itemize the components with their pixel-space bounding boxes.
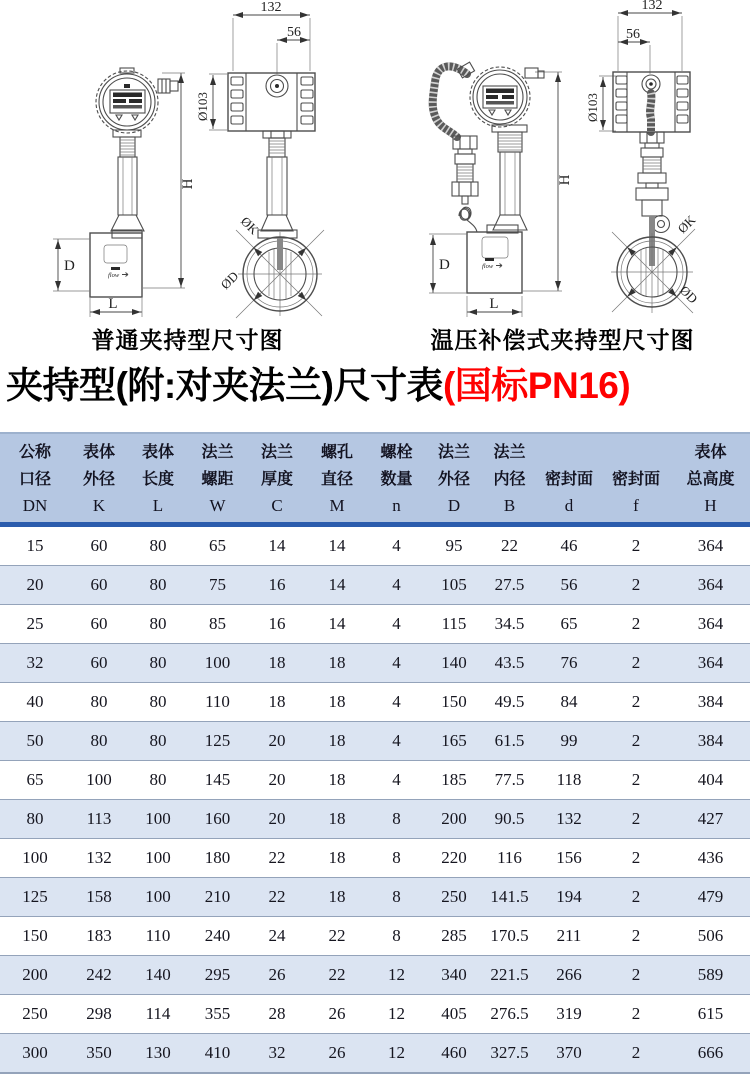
table-row xyxy=(0,683,750,722)
front-view-meter xyxy=(53,68,196,317)
column-header-line: K xyxy=(92,496,106,515)
table-cell: 2 xyxy=(631,536,641,555)
table-row xyxy=(0,761,750,800)
table-cell: 160 xyxy=(188,800,247,839)
column-header xyxy=(307,433,367,525)
table-cell: 100 xyxy=(128,878,188,917)
dim-label-132: 132 xyxy=(260,0,282,15)
column-header xyxy=(671,433,750,525)
table-cell: 125 xyxy=(0,878,70,917)
table-cell: 46 xyxy=(560,536,578,555)
column-header xyxy=(367,433,426,525)
table-cell: 22 xyxy=(247,878,307,917)
table-row xyxy=(0,878,750,917)
table-cell: 50 xyxy=(0,722,70,761)
table-cell: 56 xyxy=(537,566,601,605)
table-cell: 4 xyxy=(367,722,426,761)
table-cell: 165 xyxy=(426,722,482,761)
table-cell: 2 xyxy=(601,605,671,644)
column-header xyxy=(426,433,482,525)
table-cell: 18 xyxy=(307,722,367,761)
table-cell: 14 xyxy=(328,536,346,555)
table-cell: 18 xyxy=(307,644,367,683)
stem-side xyxy=(258,131,297,238)
meter-body xyxy=(90,233,142,297)
dim-label-dia103: Ø103 xyxy=(195,92,210,121)
table-cell: 2 xyxy=(601,839,671,878)
dim-label-flange-D: ØD xyxy=(217,268,242,293)
table-cell: 350 xyxy=(70,1034,128,1074)
column-header xyxy=(482,433,537,525)
table-cell: 185 xyxy=(426,761,482,800)
table-cell: 2 xyxy=(601,800,671,839)
dim-label-dia103: Ø103 xyxy=(585,93,600,122)
column-header-line xyxy=(537,439,601,466)
table-cell: 14 xyxy=(307,566,367,605)
column-header xyxy=(188,433,247,525)
dim-label-L: L xyxy=(108,296,118,312)
table-cell: 8 xyxy=(367,839,426,878)
table-cell: 200 xyxy=(0,956,70,995)
meter-body xyxy=(467,232,522,293)
table-cell: 84 xyxy=(537,683,601,722)
table-cell: 76 xyxy=(537,644,601,683)
table-cell: 32 xyxy=(0,644,70,683)
table-cell: 100 xyxy=(128,839,188,878)
table-body xyxy=(0,525,750,1074)
table-cell: 210 xyxy=(188,878,247,917)
column-header-line: d xyxy=(564,496,574,515)
flow-label: flow xyxy=(108,272,120,279)
table-cell: 2 xyxy=(601,644,671,683)
table-cell: 156 xyxy=(537,839,601,878)
table-cell: 100 xyxy=(188,644,247,683)
table-cell: 75 xyxy=(188,566,247,605)
column-header-line: C xyxy=(271,496,283,515)
transmitter-head xyxy=(96,68,178,133)
dim-label-D: D xyxy=(64,258,75,274)
table-row xyxy=(0,956,750,995)
table-cell: 18 xyxy=(247,644,307,683)
column-header-line: 法兰 xyxy=(493,444,526,461)
table-cell: 14 xyxy=(307,605,367,644)
column-header-line: B xyxy=(503,496,516,515)
table-cell: 34.5 xyxy=(482,605,537,644)
table-cell: 220 xyxy=(426,839,482,878)
table-cell: 340 xyxy=(426,956,482,995)
table-cell: 80 xyxy=(0,800,70,839)
column-header-line: 法兰 xyxy=(437,444,470,461)
table-cell: 276.5 xyxy=(482,995,537,1034)
dim-label-flange-D: ØD xyxy=(676,282,701,307)
column-header-line: L xyxy=(152,496,164,515)
table-cell: 18 xyxy=(307,761,367,800)
table-cell: 4 xyxy=(367,566,426,605)
table-cell: 183 xyxy=(70,917,128,956)
table-cell: 25 xyxy=(0,605,70,644)
table-cell: 80 xyxy=(128,722,188,761)
wafer-flange-view xyxy=(611,212,701,313)
table-cell: 24 xyxy=(247,917,307,956)
table-cell: 28 xyxy=(247,995,307,1034)
table-cell: 100 xyxy=(128,800,188,839)
table-cell: 43.5 xyxy=(482,644,537,683)
table-cell: 589 xyxy=(671,956,750,995)
dim-label-D: D xyxy=(439,257,450,273)
table-cell: 364 xyxy=(671,566,750,605)
table-cell: 240 xyxy=(188,917,247,956)
dim-label-L: L xyxy=(489,296,499,312)
table-row xyxy=(0,566,750,605)
table-cell: 2 xyxy=(601,878,671,917)
table-cell: 298 xyxy=(70,995,128,1034)
side-view-meter xyxy=(585,0,701,313)
table-cell: 20 xyxy=(0,566,70,605)
table-cell: 40 xyxy=(0,683,70,722)
meter-stem xyxy=(487,125,527,233)
table-cell: 118 xyxy=(537,761,601,800)
table-cell: 18 xyxy=(247,683,307,722)
table-cell: 364 xyxy=(697,536,724,555)
capillary-coil xyxy=(459,207,477,232)
fitting-stack xyxy=(452,136,478,204)
table-cell: 140 xyxy=(426,644,482,683)
table-row xyxy=(0,917,750,956)
table-cell: 2 xyxy=(601,683,671,722)
table-cell: 60 xyxy=(90,536,108,555)
table-cell: 80 xyxy=(149,536,167,555)
table-cell: 158 xyxy=(70,878,128,917)
dim-label-H: H xyxy=(557,174,573,186)
table-cell: 295 xyxy=(188,956,247,995)
table-cell: 18 xyxy=(307,839,367,878)
table-cell: 16 xyxy=(247,605,307,644)
table-row xyxy=(0,995,750,1034)
table-cell: 12 xyxy=(367,995,426,1034)
table-row xyxy=(0,839,750,878)
table-cell: 319 xyxy=(537,995,601,1034)
table-cell: 2 xyxy=(601,995,671,1034)
conduit-assembly-side xyxy=(636,93,670,266)
column-header-line: 表体 xyxy=(82,444,115,461)
title-standard-highlight: (国标PN16) xyxy=(442,365,631,406)
table-cell: 506 xyxy=(671,917,750,956)
column-header-line: 螺栓 xyxy=(380,444,413,461)
table-cell: 12 xyxy=(367,1034,426,1074)
caption-ordinary-clamp: 普通夹持型尺寸图 xyxy=(91,327,284,353)
table-cell: 200 xyxy=(426,800,482,839)
table-cell: 8 xyxy=(367,917,426,956)
table-cell: 65 xyxy=(0,761,70,800)
table-cell: 427 xyxy=(671,800,750,839)
column-header-line: 密封面 xyxy=(544,471,593,488)
table-cell: 85 xyxy=(188,605,247,644)
side-view-meter xyxy=(195,0,324,318)
column-header-line: 口径 xyxy=(18,471,51,488)
table-cell: 125 xyxy=(188,722,247,761)
column-header-line: 外径 xyxy=(437,471,470,488)
front-view-meter xyxy=(429,62,573,317)
table-cell: 20 xyxy=(247,761,307,800)
table-cell: 15 xyxy=(26,536,44,555)
table-cell: 4 xyxy=(367,683,426,722)
column-header-line: n xyxy=(392,496,401,515)
table-cell: 8 xyxy=(367,878,426,917)
table-cell: 2 xyxy=(601,956,671,995)
caption-compensated-clamp: 温压补偿式夹持型尺寸图 xyxy=(430,327,695,353)
column-header-line xyxy=(601,439,671,466)
head-housing-side xyxy=(228,73,315,138)
table-row xyxy=(0,525,750,566)
table-cell: 49.5 xyxy=(482,683,537,722)
table-cell: 4 xyxy=(392,536,401,555)
column-header-line: 直径 xyxy=(320,471,353,488)
table-cell: 211 xyxy=(537,917,601,956)
dim-label-flange-K: ØK xyxy=(674,212,699,237)
dim-label-H: H xyxy=(180,178,196,190)
table-cell: 410 xyxy=(188,1034,247,1074)
table-cell: 20 xyxy=(247,800,307,839)
table-cell: 26 xyxy=(307,1034,367,1074)
table-cell: 2 xyxy=(601,566,671,605)
column-header-line: 表体 xyxy=(694,444,727,461)
flow-label: flow xyxy=(482,263,494,270)
table-cell: 115 xyxy=(426,605,482,644)
dimension-table xyxy=(0,432,750,1074)
table-cell: 2 xyxy=(601,917,671,956)
column-header-line: 总高度 xyxy=(686,471,735,488)
table-cell: 99 xyxy=(537,722,601,761)
column-header xyxy=(247,433,307,525)
table-cell: 8 xyxy=(367,800,426,839)
column-header-line: f xyxy=(633,496,639,515)
table-cell: 22 xyxy=(307,956,367,995)
table-cell: 666 xyxy=(671,1034,750,1074)
table-cell: 18 xyxy=(307,683,367,722)
table-cell: 364 xyxy=(671,644,750,683)
table-cell: 405 xyxy=(426,995,482,1034)
table-cell: 60 xyxy=(70,605,128,644)
table-cell: 479 xyxy=(671,878,750,917)
table-cell: 100 xyxy=(70,761,128,800)
table-cell: 4 xyxy=(367,761,426,800)
dim-label-flange-K: ØK xyxy=(237,213,262,238)
table-cell: 22 xyxy=(307,917,367,956)
table-cell: 77.5 xyxy=(482,761,537,800)
column-header-line: DN xyxy=(22,496,48,515)
table-cell: 404 xyxy=(671,761,750,800)
dimension-diagrams xyxy=(0,0,750,358)
column-header-line: M xyxy=(329,496,345,515)
table-cell: 141.5 xyxy=(482,878,537,917)
column-header-line: W xyxy=(209,496,226,515)
table-cell: 364 xyxy=(671,605,750,644)
table-cell: 114 xyxy=(128,995,188,1034)
table-cell: 4 xyxy=(367,605,426,644)
table-cell: 436 xyxy=(671,839,750,878)
table-cell: 2 xyxy=(601,722,671,761)
table-row xyxy=(0,800,750,839)
transmitter-head xyxy=(470,67,544,127)
table-cell: 170.5 xyxy=(482,917,537,956)
ordinary-clamp-diagram xyxy=(0,0,375,318)
table-cell: 80 xyxy=(128,683,188,722)
table-cell: 145 xyxy=(188,761,247,800)
column-header-line: 长度 xyxy=(141,471,174,488)
table-cell: 26 xyxy=(307,995,367,1034)
table-cell: 370 xyxy=(537,1034,601,1074)
table-cell: 2 xyxy=(601,1034,671,1074)
table-cell: 300 xyxy=(0,1034,70,1074)
table-cell: 384 xyxy=(671,722,750,761)
table-cell: 80 xyxy=(70,683,128,722)
column-header xyxy=(601,433,671,525)
column-header-line: 公称 xyxy=(18,444,51,461)
table-cell: 100 xyxy=(0,839,70,878)
table-cell: 12 xyxy=(367,956,426,995)
table-cell: 80 xyxy=(128,605,188,644)
table-cell: 460 xyxy=(426,1034,482,1074)
column-header-line: 数量 xyxy=(380,471,413,488)
column-header-line: 表体 xyxy=(141,444,174,461)
table-cell: 14 xyxy=(268,536,286,555)
table-cell: 615 xyxy=(671,995,750,1034)
column-header-line: 厚度 xyxy=(260,471,293,488)
table-cell: 355 xyxy=(188,995,247,1034)
table-cell: 132 xyxy=(537,800,601,839)
table-cell: 18 xyxy=(307,800,367,839)
table-cell: 242 xyxy=(70,956,128,995)
table-cell: 2 xyxy=(601,761,671,800)
column-header xyxy=(0,433,70,525)
dim-label-132: 132 xyxy=(641,0,663,13)
table-cell: 80 xyxy=(128,566,188,605)
table-cell: 266 xyxy=(537,956,601,995)
table-row xyxy=(0,1034,750,1074)
compensated-clamp-diagram xyxy=(375,0,750,318)
column-header xyxy=(537,433,601,525)
table-cell: 80 xyxy=(128,644,188,683)
table-cell: 95 xyxy=(445,536,463,555)
table-cell: 285 xyxy=(426,917,482,956)
table-cell: 65 xyxy=(209,536,226,555)
table-head-row xyxy=(0,433,750,525)
table-row xyxy=(0,644,750,683)
table-cell: 116 xyxy=(482,839,537,878)
table-cell: 60 xyxy=(70,644,128,683)
dim-label-56: 56 xyxy=(626,27,640,42)
table-cell: 250 xyxy=(0,995,70,1034)
table-cell: 250 xyxy=(426,878,482,917)
table-cell: 132 xyxy=(70,839,128,878)
compensation-conduit xyxy=(433,62,475,137)
table-cell: 26 xyxy=(247,956,307,995)
dim-label-56: 56 xyxy=(287,25,301,40)
table-cell: 80 xyxy=(70,722,128,761)
table-cell: 150 xyxy=(0,917,70,956)
table-cell: 80 xyxy=(128,761,188,800)
column-header-line: 外径 xyxy=(82,471,115,488)
wafer-flange-view xyxy=(218,214,324,318)
table-cell: 32 xyxy=(247,1034,307,1074)
table-cell: 18 xyxy=(307,878,367,917)
table-cell: 90.5 xyxy=(482,800,537,839)
table-cell: 150 xyxy=(426,683,482,722)
table-cell: 105 xyxy=(426,566,482,605)
table-cell: 130 xyxy=(128,1034,188,1074)
table-cell: 22 xyxy=(501,536,518,555)
table-cell: 60 xyxy=(70,566,128,605)
table-cell: 22 xyxy=(247,839,307,878)
column-header-line: 法兰 xyxy=(201,444,234,461)
table-cell: 113 xyxy=(70,800,128,839)
table-cell: 384 xyxy=(671,683,750,722)
column-header-line: 螺距 xyxy=(201,471,234,488)
column-header-line: 内径 xyxy=(493,471,526,488)
table-cell: 27.5 xyxy=(482,566,537,605)
table-cell: 194 xyxy=(537,878,601,917)
column-header-line: D xyxy=(447,496,461,515)
table-cell: 110 xyxy=(188,683,247,722)
meter-stem xyxy=(111,130,144,238)
table-cell: 140 xyxy=(128,956,188,995)
table-row xyxy=(0,722,750,761)
table-cell: 110 xyxy=(128,917,188,956)
table-cell: 327.5 xyxy=(482,1034,537,1074)
table-cell: 65 xyxy=(537,605,601,644)
table-cell: 61.5 xyxy=(482,722,537,761)
table-cell: 4 xyxy=(367,644,426,683)
column-header-line: 法兰 xyxy=(260,444,293,461)
table-cell: 16 xyxy=(247,566,307,605)
table-cell: 221.5 xyxy=(482,956,537,995)
column-header-line: H xyxy=(704,496,717,515)
column-header-line: 螺孔 xyxy=(320,444,353,461)
title-main: 夹持型(附:对夹法兰)尺寸表 xyxy=(6,365,443,406)
column-header-line: 密封面 xyxy=(611,471,660,488)
column-header xyxy=(128,433,188,525)
table-row xyxy=(0,605,750,644)
column-header xyxy=(70,433,128,525)
page-title xyxy=(6,357,630,414)
table-cell: 180 xyxy=(188,839,247,878)
table-cell: 20 xyxy=(247,722,307,761)
